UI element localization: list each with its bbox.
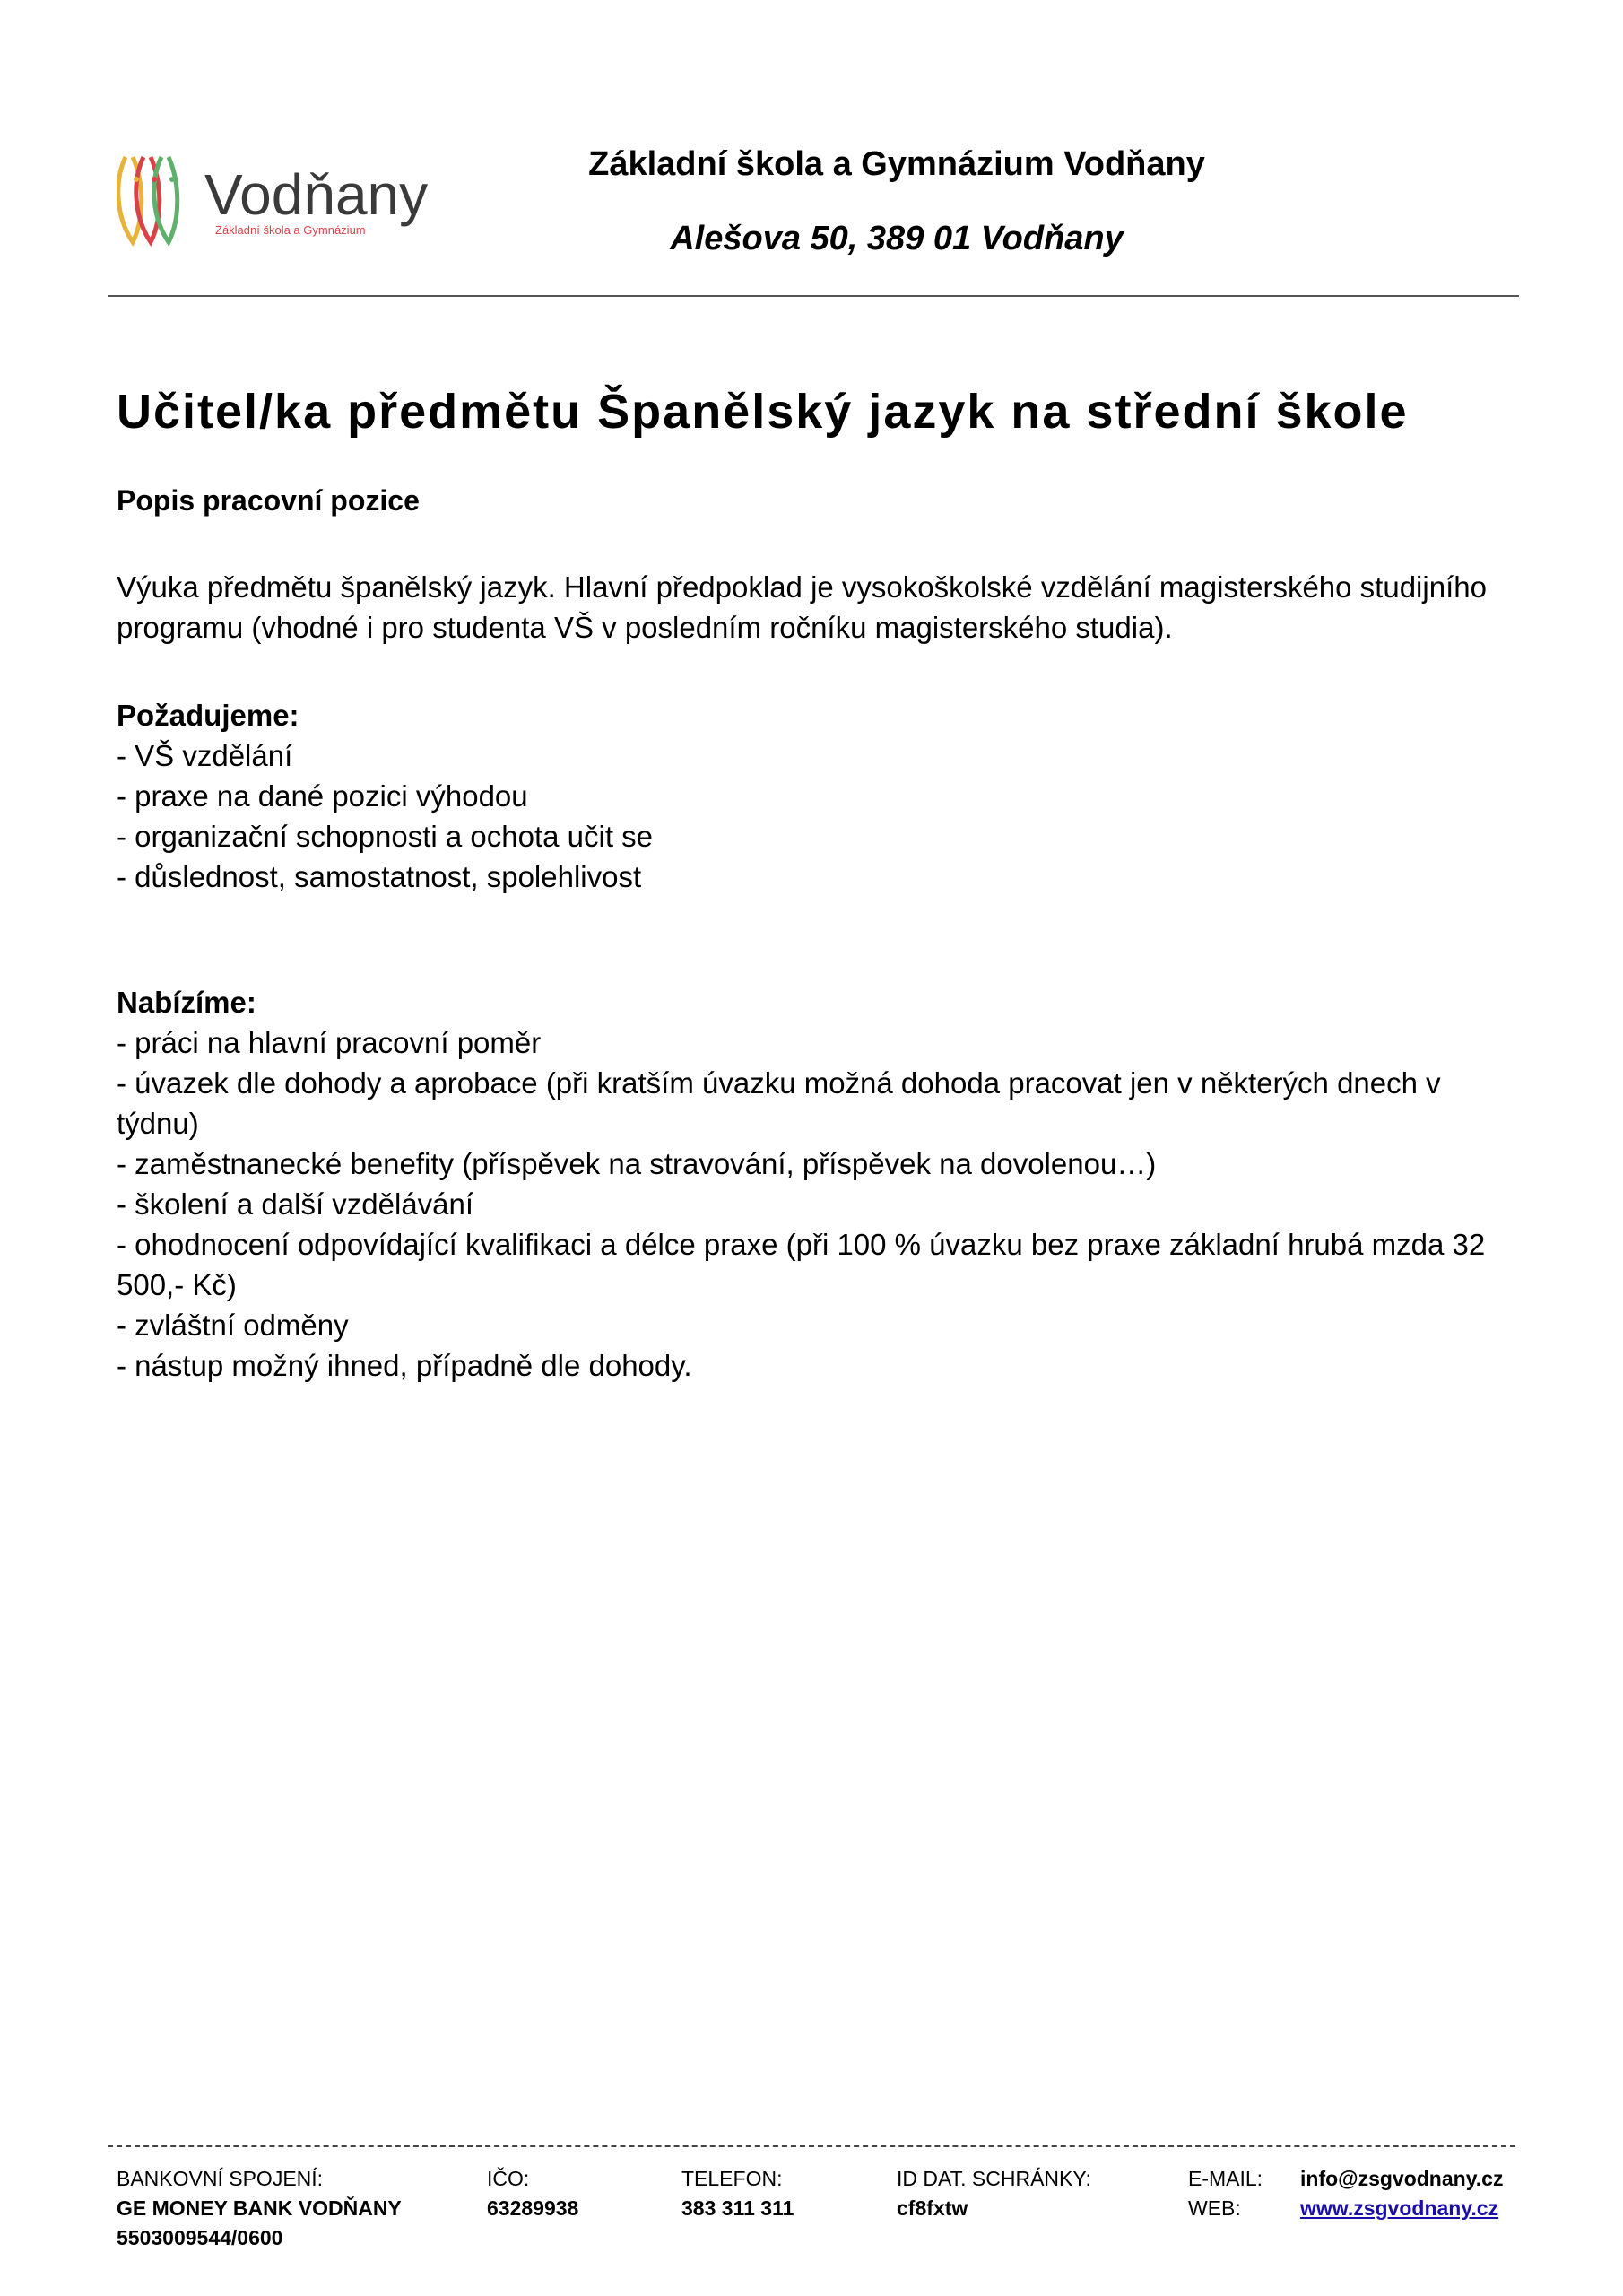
list-item: - důslednost, samostatnost, spolehlivost [117, 860, 642, 893]
email-label: E-MAIL: [1188, 2167, 1263, 2190]
list-item: - práci na hlavní pracovní poměr [117, 1026, 542, 1059]
list-item: - ohodnocení odpovídající kvalifikaci a délce praxe (při 100 % úvazku bez praxe základní hrubá mzda 32 500,- Kč) [117, 1228, 1486, 1301]
school-address: Alešova 50, 389 01 Vodňany [670, 220, 1124, 257]
databox-label: ID DAT. SCHRÁNKY: [897, 2167, 1091, 2190]
list-item: - praxe na dané pozici výhodou [117, 779, 528, 813]
footer-divider [108, 2145, 1515, 2147]
bank-label: BANKOVNÍ SPOJENÍ: [117, 2167, 324, 2190]
ico-value: 63289938 [487, 2196, 579, 2220]
databox-value: cf8fxtw [897, 2196, 968, 2220]
header-divider [108, 295, 1519, 297]
offer-heading: Nabízíme: [117, 986, 256, 1019]
web-link[interactable]: www.zsgvodnany.cz [1300, 2196, 1499, 2220]
requirements-list [117, 695, 1515, 897]
email-link[interactable]: info@zsgvodnany.cz [1300, 2167, 1504, 2190]
phone-value: 383 311 311 [681, 2196, 794, 2220]
list-item: - školení a další vzdělávání [117, 1187, 474, 1221]
bank-account: 5503009544/0600 [117, 2226, 283, 2249]
offer-list [117, 982, 1515, 1386]
list-item: - nástup možný ihned, případně dle dohody. [117, 1349, 692, 1382]
section-label: Popis pracovní pozice [117, 484, 420, 517]
page-title: Učitel/ka předmětu Španělský jazyk na střední škole [117, 385, 1409, 439]
list-item: - VŠ vzdělání [117, 739, 293, 772]
job-description: Výuka předmětu španělský jazyk. Hlavní předpoklad je vysokoškolské vzdělání magisterského studijního programu (vhodné i pro studenta VŠ v posledním ročníku magisterského studia). [117, 570, 1487, 644]
ico-label: IČO: [487, 2167, 530, 2190]
requirements-heading: Požadujeme: [117, 699, 299, 732]
list-item: - organizační schopnosti a ochota učit se [117, 820, 654, 853]
web-label: WEB: [1188, 2196, 1241, 2220]
list-item: - zvláštní odměny [117, 1309, 349, 1342]
school-name: Základní škola a Gymnázium Vodňany [588, 145, 1205, 183]
logo-subtitle: Základní škola a Gymnázium [215, 223, 366, 237]
logo-wordmark: Vodňany [204, 162, 429, 227]
list-item: - úvazek dle dohody a aprobace (při kratším úvazku možná dohoda pracovat jen v některých dnech v týdnu) [117, 1066, 1441, 1140]
list-item: - zaměstnanecké benefity (příspěvek na stravování, příspěvek na dovolenou…) [117, 1147, 1157, 1180]
phone-label: TELEFON: [681, 2167, 783, 2190]
bank-name: GE MONEY BANK VODŇANY [117, 2196, 402, 2220]
